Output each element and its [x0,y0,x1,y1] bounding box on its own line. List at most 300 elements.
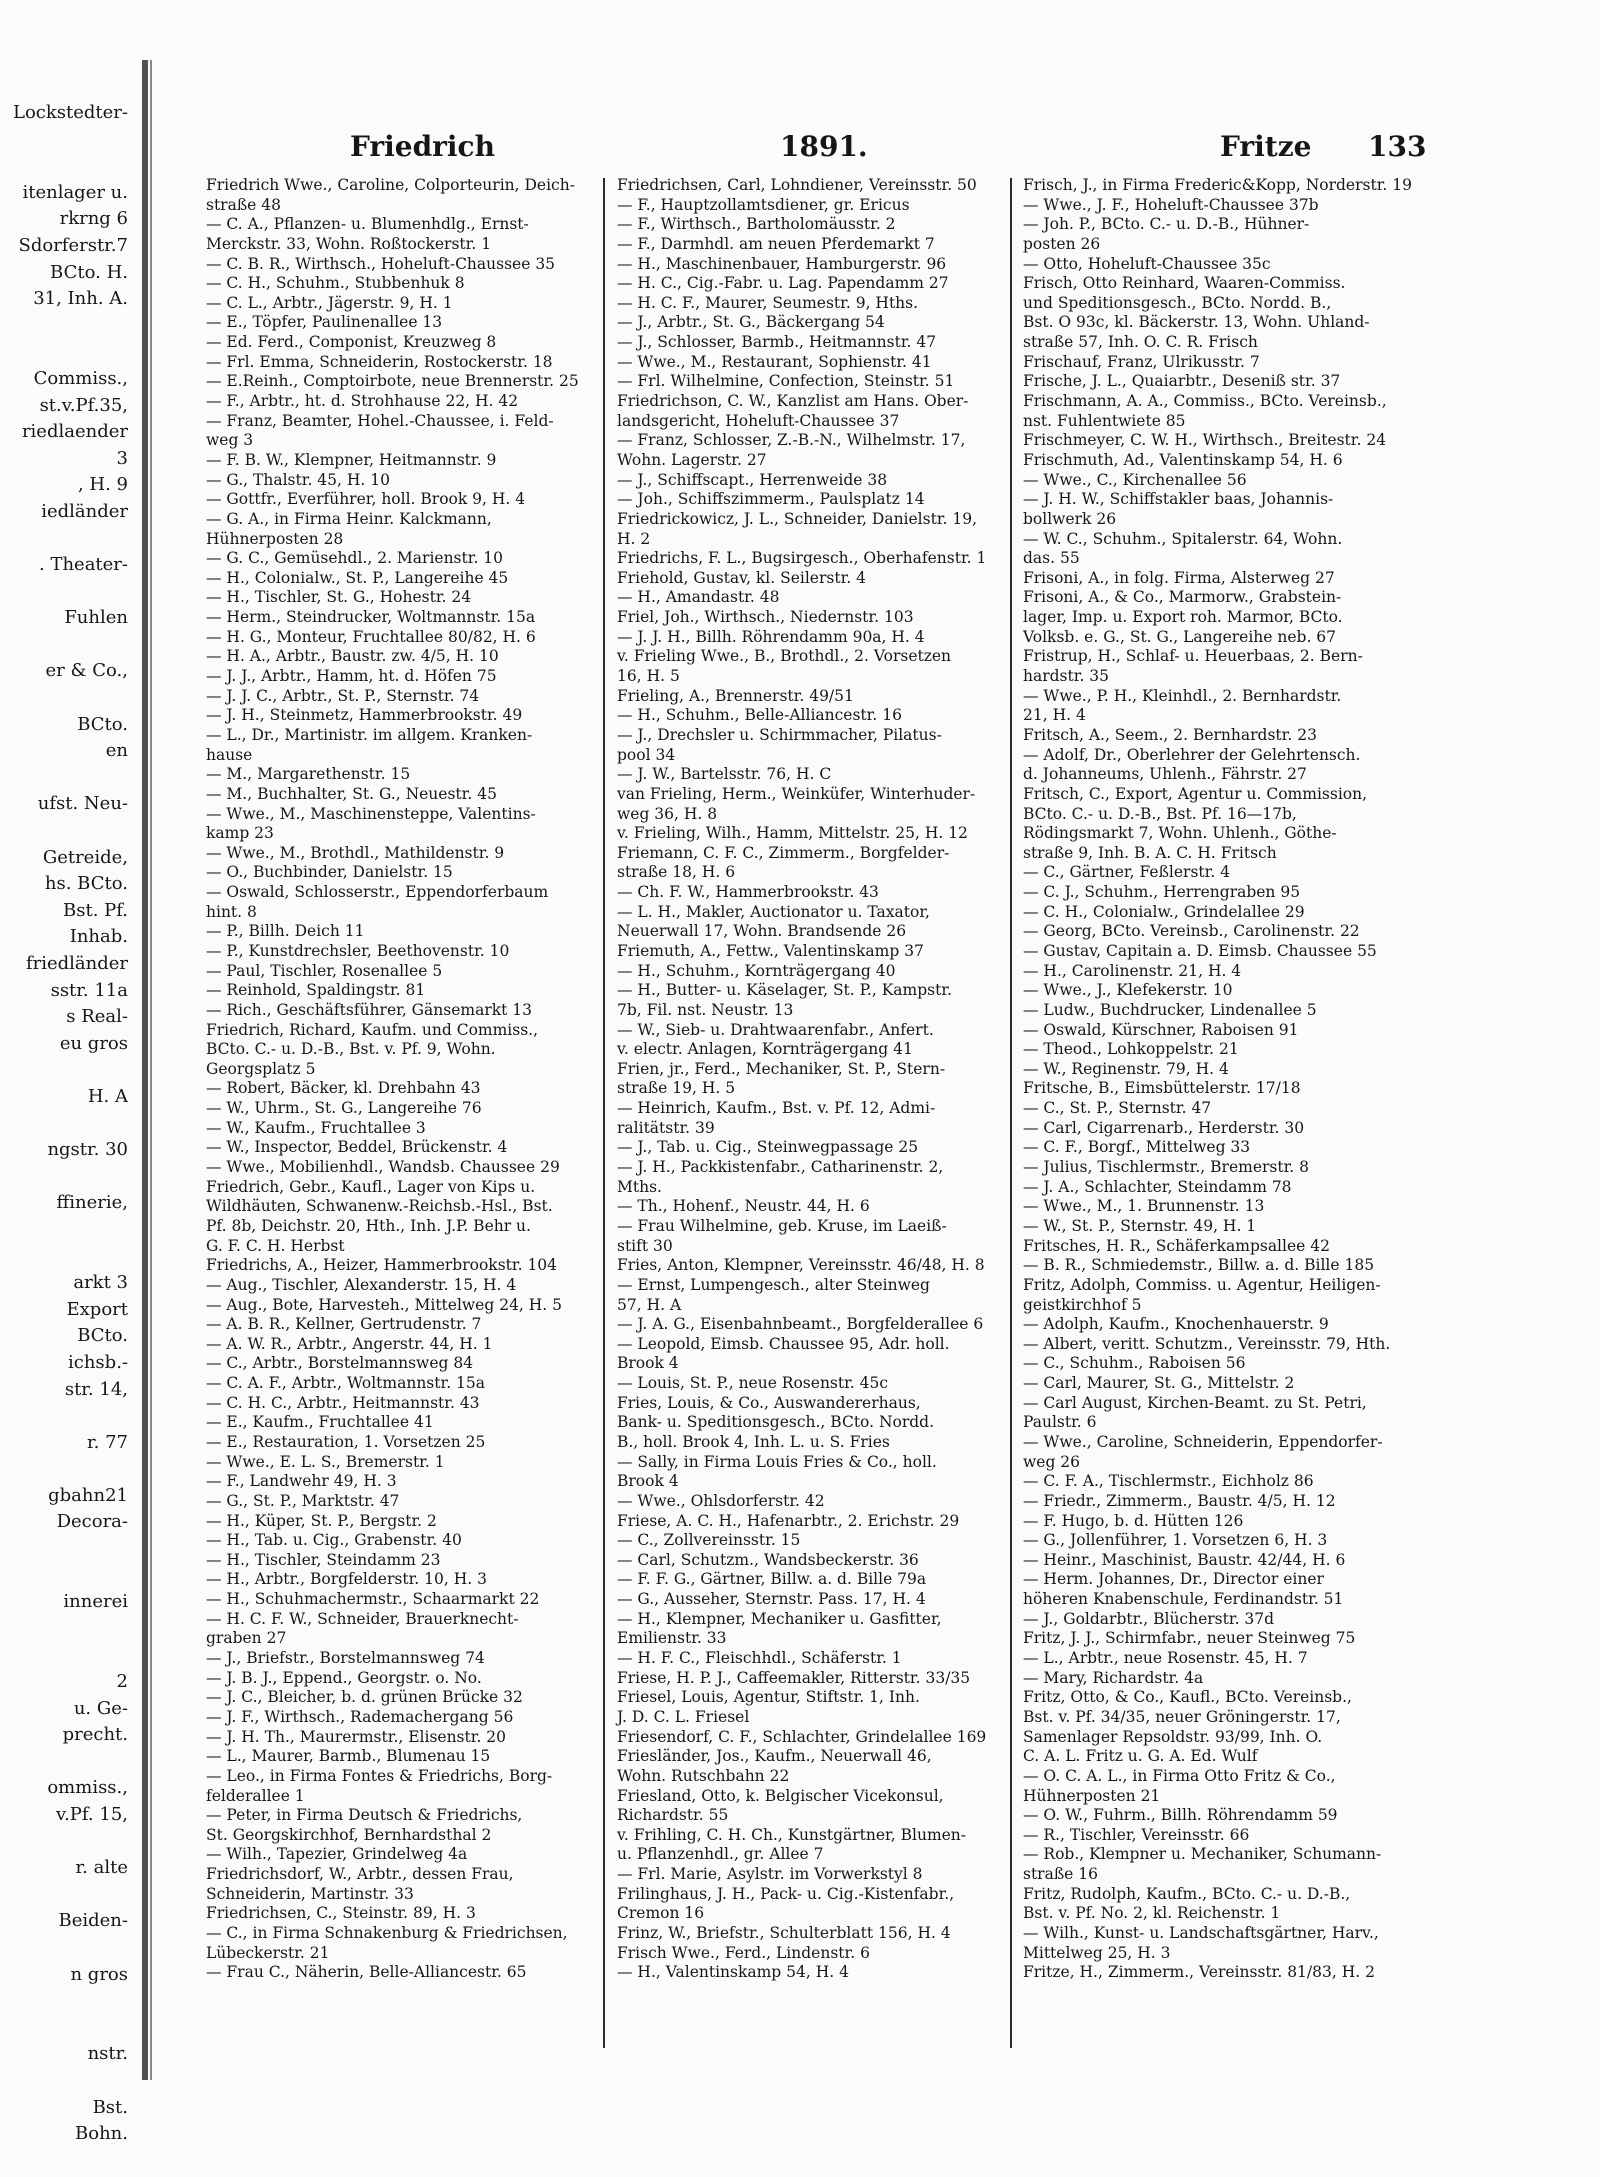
directory-entry-line: — H., Tischler, St. G., Hohestr. 24 [206,588,472,607]
margin-line: iedländer [41,500,128,522]
directory-entry-line: — Carl August, Kirchen-Beamt. zu St. Petri, [1023,1393,1367,1412]
directory-entry-line: St. Georgskirchhof, Bernhardsthal 2 [206,1825,492,1844]
directory-entry-line: — J. H. Th., Maurermstr., Elisenstr. 20 [206,1727,507,1746]
directory-entry-line: — R., Tischler, Vereinsstr. 66 [1023,1825,1250,1844]
directory-entry-line: — J. J. H., Billh. Röhrendamm 90a, H. 4 [617,627,925,646]
directory-entry-line: — H., Schuhm., Belle-Alliancestr. 16 [617,706,902,725]
directory-entry-line: — C. A. F., Arbtr., Woltmannstr. 15a [206,1374,486,1393]
directory-entry-line: straße 48 [206,195,282,214]
margin-line [0,1403,132,1430]
directory-entry-line: — Aug., Tischler, Alexanderstr. 15, H. 4 [206,1275,517,1294]
directory-entry-line: Hühnerposten 28 [206,529,344,548]
directory-entry-line: — W. C., Schuhm., Spitalerstr. 64, Wohn. [1023,529,1343,548]
margin-line: Decora- [56,1511,128,1533]
directory-entry-line: — L., Maurer, Barmb., Blumenau 15 [206,1747,491,1766]
margin-line: s Real- [66,1006,128,1028]
directory-entry-line: kamp 23 [206,824,274,843]
directory-entry-line: — G., Thalstr. 45, H. 10 [206,470,390,489]
directory-entry-line: Frischauf, Franz, Ulrikusstr. 7 [1023,352,1260,371]
directory-entry-line: graben 27 [206,1629,287,1648]
directory-entry-line: Friel, Joh., Wirthsch., Niedernstr. 103 [617,608,914,627]
margin-line [0,2068,132,2095]
directory-entry-line: Fritsch, A., Seem., 2. Bernhardstr. 23 [1023,725,1317,744]
directory-entry-line: — H., Schuhm., Kornträgergang 40 [617,961,896,980]
margin-line: ffinerie, [56,1192,128,1214]
directory-entry-line: Schneiderin, Martinstr. 33 [206,1884,414,1903]
directory-entry-line: Frinz, W., Briefstr., Schulterblatt 156, H. 4 [617,1924,951,1943]
margin-line: Commiss., [33,367,128,389]
directory-entry-line: Brook 4 [617,1472,679,1491]
directory-entry-line: Bst. O 93c, kl. Bäckerstr. 13, Wohn. Uhland- [1023,313,1370,332]
directory-entry-line: Rödingsmarkt 7, Wohn. Uhlenh., Göthe- [1023,824,1337,843]
directory-entry-line: hint. 8 [206,902,257,921]
directory-entry-line: Friese, A. C. H., Hafenarbtr., 2. Erichstr. 29 [617,1511,960,1530]
directory-entry-line: Richardstr. 55 [617,1806,729,1825]
directory-entry-line: — F., Darmhdl. am neuen Pferdemarkt 7 [617,234,935,253]
directory-entry-line: — F., Landwehr 49, H. 3 [206,1472,397,1491]
directory-entry-line: — G. C., Gemüsehdl., 2. Marienstr. 10 [206,549,504,568]
directory-entry-line: — J., Briefstr., Borstelmannsweg 74 [206,1649,485,1668]
directory-entry-line: — Albert, veritt. Schutzm., Vereinsstr. 79, Hth. [1023,1334,1391,1353]
directory-entry-line: Friedrich Wwe., Caroline, Colporteurin, Deich- [206,176,575,194]
directory-entry-line: — Leopold, Eimsb. Chaussee 95, Adr. holl. [617,1334,950,1353]
directory-entry-line: — Wwe., C., Kirchenallee 56 [1023,470,1247,489]
directory-entry-line: posten 26 [1023,234,1101,253]
directory-entry-line: — Wwe., E. L. S., Bremerstr. 1 [206,1452,445,1471]
directory-entry-line: — C. F., Borgf., Mittelweg 33 [1023,1138,1251,1157]
directory-entry-line: Frischmeyer, C. W. H., Wirthsch., Breitestr. 24 [1023,431,1387,450]
directory-entry-line: Friedrich, Gebr., Kaufl., Lager von Kips u. [206,1177,536,1196]
directory-entry-line: — J. J., Arbtr., Hamm, ht. d. Höfen 75 [206,667,497,686]
directory-entry-line: — J., Arbtr., St. G., Bäckergang 54 [617,313,885,332]
directory-entry-line: — G., Ausseher, Sternstr. Pass. 17, H. 4 [617,1590,926,1609]
directory-entry-line: nst. Fuhlentwiete 85 [1023,411,1186,430]
directory-entry-line: — H., Arbtr., Borgfelderstr. 10, H. 3 [206,1570,487,1589]
margin-line: r. alte [75,1857,128,1879]
margin-line [0,1563,132,1590]
margin-line [0,313,132,340]
directory-entry-line: straße 57, Inh. O. C. R. Frisch [1023,333,1258,352]
directory-entry-line: — Th., Hohenf., Neustr. 44, H. 6 [617,1197,870,1216]
directory-entry-line: bollwerk 26 [1023,509,1117,528]
directory-entry-line: — P., Billh. Deich 11 [206,922,365,941]
directory-entry-line: Friedrichs, A., Heizer, Hammerbrookstr. 104 [206,1256,558,1275]
margin-line [0,1536,132,1563]
directory-entry-line: BCto. C.- u. D.-B., Bst. Pf. 16—17b, [1023,804,1297,823]
margin-line: ichsb.- [68,1351,128,1373]
directory-entry-line: — G. A., in Firma Heinr. Kalckmann, [206,509,492,528]
directory-entry-line: — H., Schuhmachermstr., Schaarmarkt 22 [206,1590,540,1609]
directory-entry-line: Brook 4 [617,1354,679,1373]
directory-entry-line: — F., Hauptzollamtsdiener, gr. Ericus [617,195,910,214]
directory-entry-line: Friesendorf, C. F., Schlachter, Grindelallee 169 [617,1727,987,1746]
directory-entry-line: — F., Wirthsch., Bartholomäusstr. 2 [617,215,896,234]
margin-line: innerei [63,1591,128,1613]
directory-entry-line: Friehold, Gustav, kl. Seilerstr. 4 [617,568,866,587]
directory-entry-line: Frisch, J., in Firma Frederic&Kopp, Norderstr. 19 [1023,176,1412,194]
directory-entry-line: — H., Küper, St. P., Bergstr. 2 [206,1511,437,1530]
directory-entry-line: — Joh., Schiffszimmerm., Paulsplatz 14 [617,490,925,509]
directory-entry-line: H. 2 [617,529,651,548]
directory-entry-line: Frisoni, A., in folg. Firma, Alsterweg 27 [1023,568,1335,587]
directory-entry-line: 16, H. 5 [617,667,680,686]
directory-entry-line: Frischmann, A. A., Commiss., BCto. Vereinsb., [1023,392,1387,411]
margin-line [0,1456,132,1483]
directory-entry-line: 57, H. A [617,1295,682,1314]
directory-entry-line: — Carl, Maurer, St. G., Mittelstr. 2 [1023,1374,1295,1393]
directory-entry-line: — W., St. P., Sternstr. 49, H. 1 [1023,1216,1257,1235]
margin-line: str. 14, [64,1378,128,1400]
directory-entry-line: Frische, J. L., Quaiarbtr., Deseniß str. 37 [1023,372,1341,391]
directory-entry-line: — Sally, in Firma Louis Fries & Co., holl. [617,1452,937,1471]
directory-entry-line: — H., Colonialw., St. P., Langereihe 45 [206,568,509,587]
directory-entry-line: — Ed. Ferd., Componist, Kreuzweg 8 [206,333,497,352]
directory-entry-line: — O., Buchbinder, Danielstr. 15 [206,863,453,882]
directory-entry-line: d. Johanneums, Uhlenh., Fährstr. 27 [1023,765,1307,784]
margin-line: itenlager u. [22,181,128,203]
margin-line [0,2015,132,2042]
directory-entry-line: — J. C., Bleicher, b. d. grünen Brücke 32 [206,1688,523,1707]
directory-entry-line: — Ludw., Buchdrucker, Lindenallee 5 [1023,1000,1317,1019]
directory-entry-line: — C. H. C., Arbtr., Heitmannstr. 43 [206,1393,480,1412]
margin-line [0,153,132,180]
directory-entry-line: Samenlager Repsoldstr. 93/99, Inh. O. [1023,1727,1323,1746]
directory-entry-line: Friedrich, Richard, Kaufm. und Commiss., [206,1020,539,1039]
directory-entry-line: — J. H., Steinmetz, Hammerbrookstr. 49 [206,706,523,725]
column-divider [603,178,605,2048]
margin-line [0,685,132,712]
margin-line [0,1988,132,2015]
margin-line: hs. BCto. [44,873,128,895]
directory-entry-line: — Otto, Hoheluft-Chaussee 35c [1023,254,1271,273]
directory-entry-line: Fritsch, C., Export, Agentur u. Commission, [1023,784,1368,803]
directory-entry-line: das. 55 [1023,549,1080,568]
directory-entry-line: — Wwe., Ohlsdorferstr. 42 [617,1491,825,1510]
margin-line: Bohn. [75,2123,128,2145]
directory-entry-line: Wohn. Rutschbahn 22 [617,1766,790,1785]
directory-entry-line: stift 30 [617,1236,673,1255]
margin-line [0,1829,132,1856]
directory-entry-line: Fries, Louis, & Co., Auswandererhaus, [617,1393,921,1412]
margin-line: v.Pf. 15, [56,1804,128,1825]
directory-entry-line: Frischmuth, Ad., Valentinskamp 54, H. 6 [1023,450,1343,469]
directory-entry-line: — Frau Wilhelmine, geb. Kruse, im Laeiß- [617,1216,947,1235]
directory-entry-line: — Wwe., M., 1. Brunnenstr. 13 [1023,1197,1265,1216]
directory-entry-line: — J. J. C., Arbtr., St. P., Sternstr. 74 [206,686,480,705]
directory-entry-line: Friemuth, A., Fettw., Valentinskamp 37 [617,941,924,960]
margin-line: 3 [116,447,128,469]
margin-line: BCto. H. [50,261,128,283]
directory-entry-line: — J. A. G., Eisenbahnbeamt., Borgfelderallee 6 [617,1315,984,1334]
directory-entry-line: Fries, Anton, Klempner, Vereinsstr. 46/48, H. 8 [617,1256,985,1275]
margin-line: ufst. Neu- [37,793,128,815]
directory-entry-line: — Heinr., Maschinist, Baustr. 42/44, H. 6 [1023,1550,1346,1569]
directory-entry-line: — J. F., Wirthsch., Rademachergang 56 [206,1707,514,1726]
book-gutter [142,60,148,2080]
margin-line: Sdorferstr.7 [18,234,128,256]
directory-entry-line: Frilinghaus, J. H., Pack- u. Cig.-Kistenfabr., [617,1884,955,1903]
directory-entry-line: — H. F. C., Fleischhdl., Schäferstr. 1 [617,1649,902,1668]
directory-entry-line: — Oswald, Schlosserstr., Eppendorferbaum [206,883,549,902]
directory-entry-line: weg 3 [206,431,254,450]
directory-entry-line: — J., Schlosser, Barmb., Heitmannstr. 47 [617,333,937,352]
directory-entry-line: van Frieling, Herm., Weinküfer, Winterhuder- [617,784,976,803]
directory-entry-line: hause [206,745,253,764]
directory-entry-line: — Franz, Beamter, Hohel.-Chaussee, i. Feld- [206,411,554,430]
directory-entry-line: — Frl. Wilhelmine, Confection, Steinstr. 51 [617,372,955,391]
margin-line: Fuhlen [64,607,128,629]
directory-entry-line: — Wwe., M., Restaurant, Sophienstr. 41 [617,352,932,371]
directory-entry-line: Fritz, Rudolph, Kaufm., BCto. C.- u. D.-B., [1023,1884,1351,1903]
margin-line [0,1057,132,1084]
margin-line: eu gros [59,1032,128,1054]
directory-entry-line: — Herm., Steindrucker, Woltmannstr. 15a [206,608,536,627]
margin-line: gbahn21 [48,1484,128,1506]
directory-entry-line: — W., Kaufm., Fruchtallee 3 [206,1118,426,1137]
margin-line [0,765,132,792]
margin-line [0,1244,132,1271]
margin-line: Bst. [92,2096,128,2118]
margin-line: , H. 9 [77,474,128,496]
directory-entry-line: — Mary, Richardstr. 4a [1023,1668,1204,1687]
directory-entry-line: — J. H., Packkistenfabr., Catharinenstr. 2, [617,1158,944,1177]
column-divider [1010,178,1012,2048]
directory-entry-line: straße 18, H. 6 [617,863,736,882]
directory-entry-line: — Reinhold, Spaldingstr. 81 [206,981,426,1000]
directory-entry-line: Fritsche, B., Eimsbüttelerstr. 17/18 [1023,1079,1301,1098]
directory-entry-line: — Wwe., J. F., Hoheluft-Chaussee 37b [1023,195,1319,214]
directory-entry-line: — F., Arbtr., ht. d. Strohhause 22, H. 42 [206,392,519,411]
directory-entry-line: — Franz, Schlosser, Z.-B.-N., Wilhelmstr. 17, [617,431,966,450]
directory-entry-line: — B. R., Schmiedemstr., Billw. a. d. Bille 185 [1023,1256,1375,1275]
directory-entry-line: Friese, H. P. J., Caffeemakler, Ritterstr. 33/35 [617,1668,971,1687]
directory-entry-line: Merckstr. 33, Wohn. Roßtockerstr. 1 [206,234,492,253]
margin-line [0,1111,132,1138]
directory-entry-line: Volksb. e. G., St. G., Langereihe neb. 67 [1023,627,1337,646]
directory-entry-line: Fristrup, H., Schlaf- u. Heuerbaas, 2. Bern- [1023,647,1363,666]
directory-entry-line: v. Frieling, Wilh., Hamm, Mittelstr. 25, H. 12 [617,824,968,843]
header-right-catchword: Fritze [1220,130,1312,163]
margin-line: nstr. [87,2043,128,2065]
directory-entry-line: — Joh. P., BCto. C.- u. D.-B., Hühner- [1023,215,1310,234]
directory-entry-line: — W., Uhrm., St. G., Langereihe 76 [206,1099,482,1118]
directory-entry-line: straße 9, Inh. B. A. C. H. Fritsch [1023,843,1277,862]
directory-entry-line: — C., Schuhm., Raboisen 56 [1023,1354,1246,1373]
directory-entry-line: — H., Butter- u. Käselager, St. P., Kampstr. [617,981,952,1000]
left-page-edge-text [0,100,132,2145]
directory-entry-line: straße 16 [1023,1865,1099,1884]
directory-entry-line: — F. F. G., Gärtner, Billw. a. d. Bille 79a [617,1570,927,1589]
directory-entry-line: — Rich., Geschäftsführer, Gänsemarkt 13 [206,1000,533,1019]
directory-entry-line: — J., Drechsler u. Schirmmacher, Pilatus- [617,725,942,744]
margin-line: st.v.Pf.35, [39,394,128,416]
directory-entry-line: — G., St. P., Marktstr. 47 [206,1491,400,1510]
directory-entry-line: — J., Goldarbtr., Blücherstr. 37d [1023,1609,1275,1628]
directory-entry-line: — Frau C., Näherin, Belle-Alliancestr. 65 [206,1963,527,1982]
margin-line [0,1217,132,1244]
directory-entry-line: geistkirchhof 5 [1023,1295,1142,1314]
directory-entry-line: Fritz, Adolph, Commiss. u. Agentur, Heiligen- [1023,1275,1381,1294]
directory-entry-line: — J. A., Schlachter, Steindamm 78 [1023,1177,1292,1196]
margin-line: Export [66,1298,128,1320]
directory-entry-line: — W., Inspector, Beddel, Brückenstr. 4 [206,1138,508,1157]
directory-entry-line: Friedrichsen, Carl, Lohndiener, Vereinsstr. 50 [617,176,977,194]
margin-line: 2 [116,1671,128,1693]
directory-entry-line: Emilienstr. 33 [617,1629,727,1648]
directory-entry-line: — M., Margarethenstr. 15 [206,765,411,784]
directory-entry-line: landsgericht, Hoheluft-Chaussee 37 [617,411,900,430]
directory-entry-line: Wohn. Lagerstr. 27 [617,450,767,469]
directory-entry-line: — Carl, Cigarrenarb., Herderstr. 30 [1023,1118,1305,1137]
directory-entry-line: straße 19, H. 5 [617,1079,736,1098]
directory-entry-line: — Wwe., M., Brothdl., Mathildenstr. 9 [206,843,505,862]
margin-line: er & Co., [45,660,128,682]
directory-entry-line: Mths. [617,1177,662,1196]
directory-entry-line: u. Pflanzenhdl., gr. Allee 7 [617,1845,824,1864]
directory-entry-line: Frisch, Otto Reinhard, Waaren-Commiss. [1023,274,1346,293]
directory-entry-line: — Paul, Tischler, Rosenallee 5 [206,961,443,980]
margin-line: H. A [87,1085,128,1107]
directory-entry-line: — Carl, Schutzm., Wandsbeckerstr. 36 [617,1550,919,1569]
header-left-catchword: Friedrich [350,130,495,163]
directory-entry-line: Frisoni, A., & Co., Marmorw., Grabstein- [1023,588,1342,607]
directory-entry-line: ralitätstr. 39 [617,1118,715,1137]
page-header [200,130,1440,170]
margin-line: r. 77 [87,1431,128,1453]
directory-entry-line: — O. W., Fuhrm., Billh. Röhrendamm 59 [1023,1806,1338,1825]
directory-entry-line: Friedrickowicz, J. L., Schneider, Danielstr. 19, [617,509,978,528]
margin-line: arkt 3 [73,1272,128,1294]
directory-entry-line: — Peter, in Firma Deutsch & Friedrichs, [206,1806,523,1825]
margin-line [0,1164,132,1191]
directory-entry-line: — Adolf, Dr., Oberlehrer der Gelehrtensch. [1023,745,1361,764]
directory-entry-line: — H., Tischler, Steindamm 23 [206,1550,441,1569]
directory-entry-line: — Herm. Johannes, Dr., Director einer [1023,1570,1324,1589]
margin-line [0,1749,132,1776]
directory-entry-line: — Wwe., M., Maschinensteppe, Valentins- [206,804,536,823]
directory-entry-line: Cremon 16 [617,1904,705,1923]
directory-entry-line: — Gottfr., Everführer, holl. Brook 9, H. 4 [206,490,526,509]
directory-entry-line: Lübeckerstr. 21 [206,1943,330,1962]
directory-entry-line: — M., Buchhalter, St. G., Neuestr. 45 [206,784,497,803]
directory-column-3 [1023,176,1412,2046]
margin-line: ngstr. 30 [47,1139,128,1161]
directory-entry-line: — H. C. F. W., Schneider, Brauerknecht- [206,1609,519,1628]
directory-entry-line: 7b, Fil. nst. Neustr. 13 [617,1000,794,1019]
directory-entry-line: Friesland, Otto, k. Belgischer Vicekonsul, [617,1786,944,1805]
directory-entry-line: — F. Hugo, b. d. Hütten 126 [1023,1511,1244,1530]
margin-line: u. Ge- [73,1697,128,1719]
directory-entry-line: — C. J., Schuhm., Herrengraben 95 [1023,883,1301,902]
margin-line: ommiss., [47,1777,128,1799]
directory-entry-line: — H. A., Arbtr., Baustr. zw. 4/5, H. 10 [206,647,499,666]
directory-entry-line: Fritze, H., Zimmerm., Vereinsstr. 81/83, H. 2 [1023,1963,1375,1982]
directory-entry-line: — A. W. R., Arbtr., Angerstr. 44, H. 1 [206,1334,493,1353]
directory-entry-line: — C. L., Arbtr., Jägerstr. 9, H. 1 [206,293,453,312]
margin-line: 31, Inh. A. [33,288,128,310]
directory-entry-line: — Wwe., Mobilienhdl., Wandsb. Chaussee 29 [206,1158,560,1177]
margin-line: precht. [62,1724,128,1746]
directory-entry-line: — Rob., Klempner u. Mechaniker, Schumann- [1023,1845,1382,1864]
directory-entry-line: BCto. C.- u. D.-B., Bst. v. Pf. 9, Wohn. [206,1040,496,1059]
directory-entry-line: Frieling, A., Brennerstr. 49/51 [617,686,854,705]
directory-entry-line: Bank- u. Speditionsgesch., BCto. Nordd. [617,1413,935,1432]
directory-entry-line: weg 26 [1023,1452,1081,1471]
directory-entry-line: v. electr. Anlagen, Kornträgergang 41 [617,1040,913,1059]
directory-entry-line: — Heinrich, Kaufm., Bst. v. Pf. 12, Admi- [617,1099,936,1118]
margin-line: en [105,740,128,762]
directory-entry-line: — J., Schiffscapt., Herrenweide 38 [617,470,888,489]
directory-entry-line: — J. H. W., Schiffstakler baas, Johannis- [1023,490,1334,509]
directory-entry-line: — C. F. A., Tischlermstr., Eichholz 86 [1023,1472,1314,1491]
directory-entry-line: v. Frieling Wwe., B., Brothdl., 2. Vorsetzen [617,647,952,666]
directory-entry-line: Friesländer, Jos., Kaufm., Neuerwall 46, [617,1747,932,1766]
directory-entry-line: — C., Gärtner, Feßlerstr. 4 [1023,863,1231,882]
directory-entry-line: — Gustav, Capitain a. D. Eimsb. Chaussee 55 [1023,941,1377,960]
directory-entry-line: 21, H. 4 [1023,706,1086,725]
margin-line [0,579,132,606]
margin-line: Getreide, [42,846,128,868]
margin-line: friedländer [25,953,128,974]
directory-entry-line: v. Frihling, C. H. Ch., Kunstgärtner, Blumen- [617,1825,967,1844]
directory-entry-line: Paulstr. 6 [1023,1413,1097,1432]
directory-entry-line: Mittelweg 25, H. 3 [1023,1943,1171,1962]
directory-entry-line: — J. B. J., Eppend., Georgstr. o. No. [206,1668,482,1687]
directory-entry-line: — Ernst, Lumpengesch., alter Steinweg [617,1275,930,1294]
margin-line: . Theater- [39,554,128,576]
margin-line [0,1642,132,1669]
page-number: 133 [1368,130,1427,163]
directory-entry-line: — Wwe., J., Klefekerstr. 10 [1023,981,1233,1000]
directory-entry-line: — L., Dr., Martinistr. im allgem. Kranken- [206,725,533,744]
directory-entry-line: — Robert, Bäcker, kl. Drehbahn 43 [206,1079,481,1098]
directory-entry-line: — Georg, BCto. Vereinsb., Carolinenstr. 22 [1023,922,1360,941]
directory-column-2 [617,176,997,2046]
directory-entry-line: — E., Kaufm., Fruchtallee 41 [206,1413,434,1432]
directory-entry-line: Neuerwall 17, Wohn. Brandsende 26 [617,922,907,941]
directory-entry-line: — L., Arbtr., neue Rosenstr. 45, H. 7 [1023,1649,1308,1668]
directory-entry-line: — W., Sieb- u. Drahtwaarenfabr., Anfert. [617,1020,934,1039]
directory-entry-line: — H. G., Monteur, Fruchtallee 80/82, H. 6 [206,627,536,646]
directory-entry-line: Georgsplatz 5 [206,1059,316,1078]
directory-entry-line: — Wilh., Kunst- u. Landschaftsgärtner, Harv., [1023,1924,1379,1943]
margin-line: BCto. [77,1325,128,1347]
directory-entry-line: Bst. v. Pf. 34/35, neuer Gröningerstr. 17, [1023,1707,1341,1726]
directory-entry-line: — C. A., Pflanzen- u. Blumenhdlg., Ernst- [206,215,529,234]
margin-line: rkrng 6 [59,208,128,230]
directory-entry-line: höheren Knabenschule, Ferdinandstr. 51 [1023,1590,1344,1609]
directory-entry-line: — H., Klempner, Mechaniker u. Gasfitter, [617,1609,942,1628]
directory-entry-line: Frisch Wwe., Ferd., Lindenstr. 6 [617,1943,870,1962]
directory-entry-line: — E.Reinh., Comptoirbote, neue Brennerstr. 25 [206,372,579,391]
directory-entry-line: Fritsches, H. R., Schäferkampsallee 42 [1023,1236,1330,1255]
margin-line [0,818,132,845]
directory-entry-line: — F. B. W., Klempner, Heitmannstr. 9 [206,450,497,469]
directory-entry-line: — Aug., Bote, Harvesteh., Mittelweg 24, H. 5 [206,1295,563,1314]
margin-line [0,1616,132,1643]
margin-line: BCto. [77,713,128,735]
directory-entry-line: — J. W., Bartelsstr. 76, H. C [617,765,832,784]
directory-entry-line: — Oswald, Kürschner, Raboisen 91 [1023,1020,1299,1039]
directory-column-1 [206,176,586,2046]
directory-entry-line: Frien, jr., Ferd., Mechaniker, St. P., Stern- [617,1059,946,1078]
directory-entry-line: Friedrichsen, C., Steinstr. 89, H. 3 [206,1904,476,1923]
directory-entry-line: Friemann, C. F. C., Zimmerm., Borgfelder- [617,843,950,862]
directory-entry-line: — L. H., Makler, Auctionator u. Taxator, [617,902,930,921]
margin-line [0,1935,132,1962]
directory-entry-line: — Julius, Tischlermstr., Bremerstr. 8 [1023,1158,1310,1177]
directory-entry-line: Friesel, Louis, Agentur, Stiftstr. 1, Inh. [617,1688,920,1707]
